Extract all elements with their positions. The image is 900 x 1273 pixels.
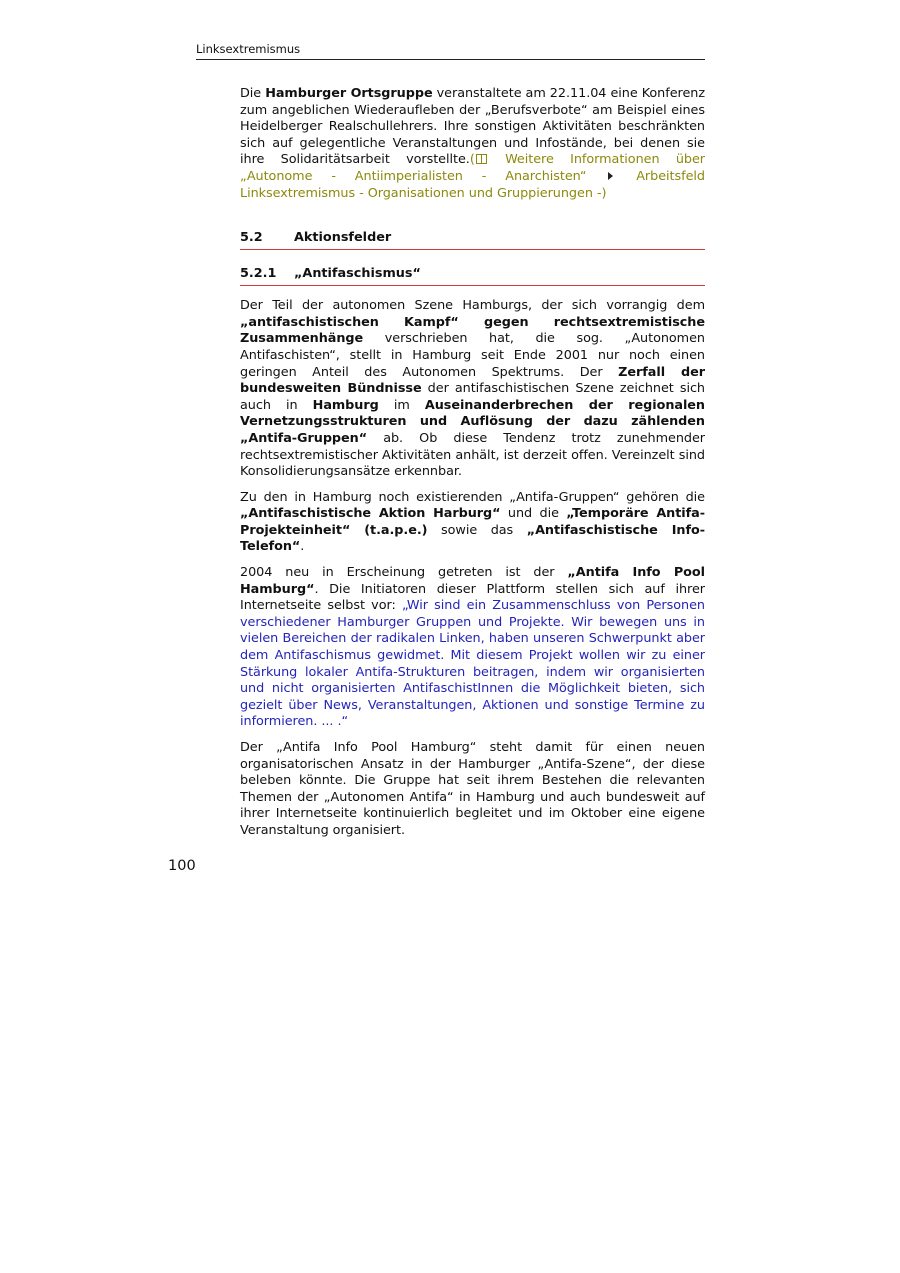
text-segment: 2004 neu in Erscheinung getreten ist der (240, 565, 568, 581)
section-title: „Antifaschismus“ (294, 266, 421, 282)
running-header (196, 42, 705, 60)
running-header-title: Linksextremismus (196, 42, 301, 56)
arrow-right-icon (608, 172, 613, 180)
paragraph-info-pool-summary (240, 740, 705, 840)
page-number: 100 (168, 858, 196, 874)
quotation: „Wir sind ein Zusammenschluss von Personen verschiedener Hamburger Gruppen und Projekte. Wir bewegen uns in vielen Bereichen der radikalen Linken, haben unseren Schwerpunkt aber dem Antifaschismus gewidmet. Mit diesem Projekt wollen wir zu einer Stärkung lokaler Antifa-Strukturen beitragen, indem wir organisierten und nicht organisierten AntifaschistInnen die Möglichkeit bieten, sich gezielt über News, Veranstaltungen, Aktionen und sonstige Termine zu informieren. ... .“ (240, 598, 705, 730)
text-segment: Die (240, 86, 266, 101)
text-segment: sowie das (427, 522, 527, 538)
text-segment: Zu den in Hamburg noch existierenden „Antifa-Gruppen“ gehören die (240, 489, 705, 505)
link-text[interactable]: Weitere Informationen über „Autonome - Antiimperialisten - Anarchisten“ (240, 152, 705, 184)
bold-segment: „Antifaschistische Aktion Harburg“ (240, 506, 501, 522)
paragraph-antifa-scene (240, 298, 705, 481)
section-heading-5-2-1 (240, 266, 705, 286)
link-paren: ( (469, 152, 475, 168)
bold-segment: „Temporäre Antifa-Projekteinheit“ (t.a.p.e.) (240, 506, 705, 538)
bold-segment: Auseinanderbrechen der regionalen Vernetzungsstrukturen und Auflösung der dazu zählenden „Antifa-Gruppen“ (240, 397, 705, 446)
bold-segment: Hamburger Ortsgruppe (265, 86, 433, 101)
text-segment: ab. Ob diese Tendenz trotz zunehmender rechtsextremistischer Aktivitäten anhält, ist derzeit offen. Vereinzelt sind Konsolidierungsansätze erkennbar. (240, 430, 705, 480)
section-number: 5.2.1 (240, 266, 277, 282)
section-heading-5-2 (240, 230, 705, 250)
paragraph-intro (240, 86, 705, 202)
text-segment: verschrieben hat, die sog. „Autonomen Antifaschisten“, stellt in Hamburg seit Ende 2001 nur noch einen geringen Anteil des Autonomen Spektrums. Der (240, 331, 705, 380)
text-segment: veranstaltete am 22.11.04 eine Konferenz zum angeblichen Wiederaufleben der „Berufsverbote“ am Beispiel eines Heidelberger Realschullehrers. Ihre sonstigen Aktivitäten beschränkten sich auf gelegentliche Veranstaltungen und Infostände, bei denen sie ihre Solidaritätsarbeit vorstellte. (240, 86, 705, 168)
text-segment: der antifaschistischen Szene zeichnet sich auch in (240, 381, 705, 413)
bold-segment: „antifaschistischen Kampf“ gegen rechtsextremistische Zusammenhänge (240, 314, 705, 347)
text-segment: Der „Antifa Info Pool Hamburg“ steht damit für einen neuen organisatorischen Ansatz in der Hamburger „Antifa-Szene“, der diese beleben könnte. Die Gruppe hat seit ihrem Bestehen die relevanten Themen der „Autonomen Antifa“ in Hamburg und auch bundesweit auf ihrer Internetseite kontinuierlich begleitet und im Oktober eine eigene Veranstaltung organisiert. (240, 740, 705, 838)
paragraph-antifa-groups (240, 490, 705, 556)
text-segment: . Die Initiatoren dieser Plattform stellen sich auf ihrer Internetseite selbst vor: (240, 581, 705, 614)
text-segment: im (378, 397, 425, 413)
bold-segment: Zerfall der bundesweiten Bündnisse (240, 364, 705, 397)
text-segment: . (300, 539, 305, 555)
text-segment: Der Teil der autonomen Szene Hamburgs, der sich vorrangig dem (240, 298, 705, 314)
page-content (240, 86, 705, 849)
section-number: 5.2 (240, 230, 263, 246)
text-segment: und die (500, 506, 567, 522)
link-text[interactable]: Arbeitsfeld Linksextremismus - Organisationen und Gruppierungen -) (240, 168, 705, 201)
paragraph-info-pool (240, 565, 705, 731)
bold-segment: „Antifaschistische Info-Telefon“ (240, 522, 705, 555)
bold-segment: „Antifa Info Pool Hamburg“ (240, 565, 705, 597)
bold-segment: Hamburg (312, 397, 379, 413)
book-icon (476, 154, 487, 164)
section-title: Aktionsfelder (294, 230, 392, 246)
